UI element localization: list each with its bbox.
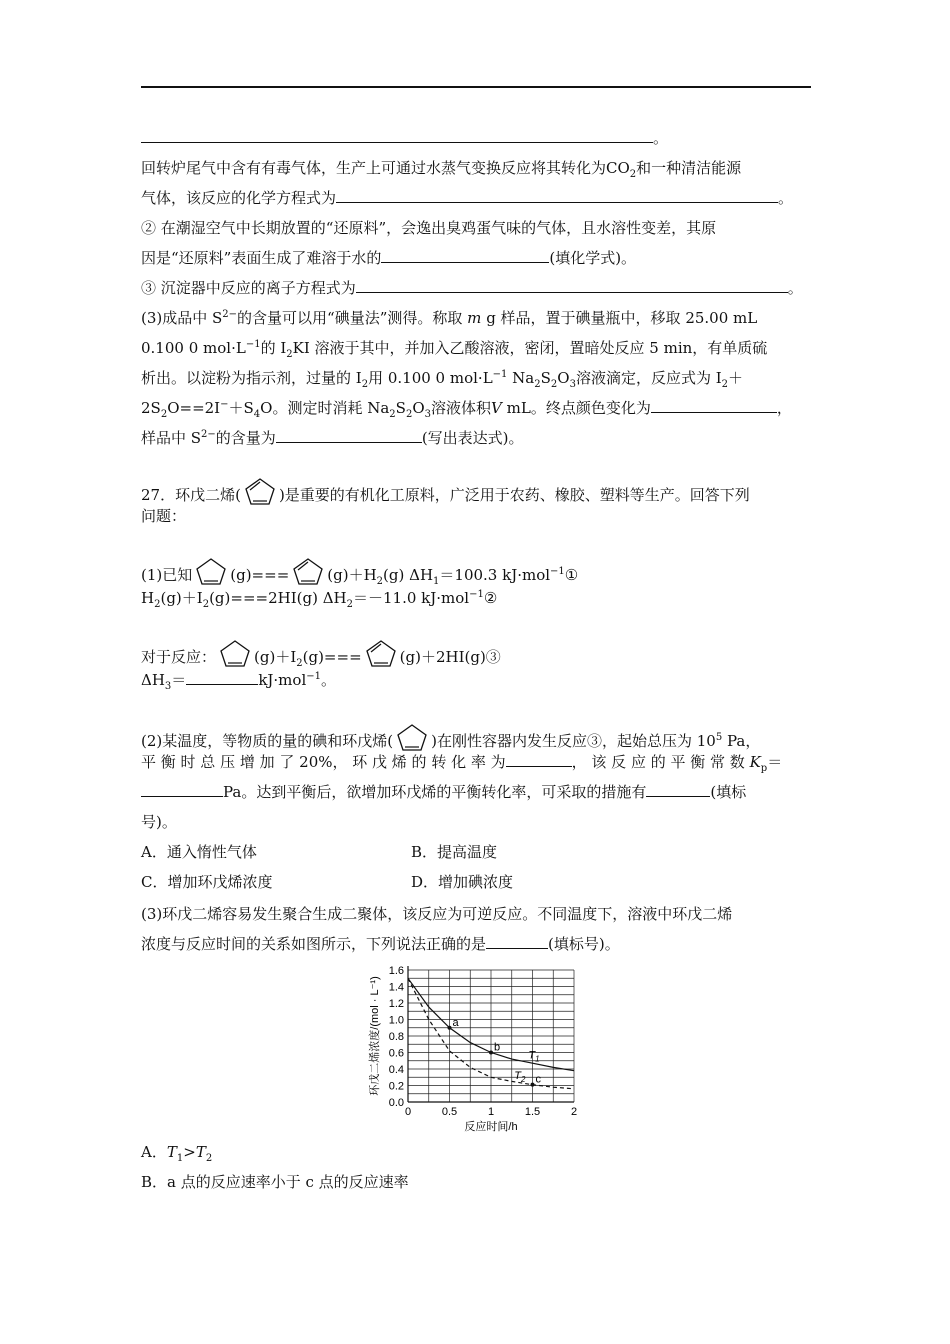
answer-blank[interactable] [646,782,710,797]
answer-blank[interactable] [381,248,549,263]
cyclopentene-structure-icon [216,638,254,668]
answer-blank[interactable] [186,670,258,685]
cyclopentadiene-structure-icon [241,476,279,506]
y-tick-label: 0.0 [388,1097,404,1109]
step-2-line: $H_2(g)+I_2(g)===2HI(g)$ $\Delta H_2=-11.0$ kJ·mol$^{-1}$② [141,589,498,610]
line-3: 气体，该反应的化学方程式为 。 [141,189,794,207]
series-label-subscript: 2 [520,1074,526,1084]
line-8: 0.100 0 $mol\cdot L^{-1}$的 $I_2KI$ 溶液于其中，并加入乙酸溶液，密闭，置暗处反应 5 min，有单质硫 [141,339,768,360]
line-7: (3)成品中 $S^{2-}$的含量可以用“碘量法”测得。称取 m g 样品，置于碘量瓶中，移取 25.00 mL [141,309,758,327]
line-5: 因是“还原料”表面生成了难溶于水的 (填化学式)。 [141,249,637,267]
chart-y-label: 环戊二烯浓度/(mol · L⁻¹) [369,976,381,1096]
part-2-line-1: (2)某温度，等物质的量的碘和环戊烯( )在刚性容器内发生反应③，起始总压为 $10^5$ Pa， [141,722,760,752]
line-4: ② 在潮湿空气中长期放置的“还原料”，会逸出臭鸡蛋气味的气体，且水溶性变差，其原 [141,219,717,237]
series-label-subscript: 1 [535,1054,540,1064]
y-tick-label: 0.4 [388,1064,404,1076]
y-tick-label: 1.0 [388,1014,404,1027]
line-6: ③ 沉淀器中反应的离子方程式为 。 [141,279,803,297]
y-tick-label: 1.4 [388,981,404,994]
series-label-T1: $T_1$ [528,1049,540,1064]
option-c[interactable]: C．增加环戊烯浓度 [141,873,273,891]
point-a [448,1026,452,1030]
x-tick-label: 0 [404,1106,412,1118]
answer-blank[interactable] [356,278,788,293]
cyclopentadiene-structure-icon [362,638,400,668]
concentration-time-chart [362,962,592,1132]
y-tick-label: 1.2 [388,998,404,1010]
question-27-line-2: 问题： [141,507,187,525]
part-3-line-2: 浓度与反应时间的关系如图所示，下列说法正确的是 (填标号)。 [141,935,620,953]
x-tick-label: 1.5 [524,1106,541,1118]
chart-x-label: 反应时间/h [464,1121,518,1132]
option-b[interactable]: B．提高温度 [411,843,498,861]
point-c [531,1083,535,1087]
part-2-line-3: Pa。达到平衡后，欲增加环戊烯的平衡转化率，可采取的措施有 (填标 [141,782,746,802]
answer-blank[interactable] [141,128,653,143]
x-tick-label: 2 [570,1106,578,1118]
option-a[interactable]: A．通入惰性气体 [141,843,257,861]
answer-blank[interactable] [276,428,422,443]
point-label-a: a [452,1016,459,1029]
line-10: $2S_2O==2I^-+S_4O$。测定时消耗 $Na_2S_2O_3$溶液体积V mL。终点颜色变化为 ， [141,399,792,420]
step-1-line: (1)已知 $(g)=== (g)+H_2(g)$ $\Delta H_1=100.3$ kJ·mol$^{-1}$① [141,556,578,586]
y-tick-label: 0.8 [388,1031,404,1043]
step-3-line: 对于反应： $(g)+I_2(g)===$ (g)＋2HI(g)③ [141,638,501,668]
answer-blank[interactable] [651,398,777,413]
line-11: 样品中 $S^{2-}$的含量为 (写出表达式)。 [141,429,524,447]
line-2: 回转炉尾气中含有有毒气体，生产上可通过水蒸气变换反应将其转化为$CO_2$和一种清洁能源 [141,159,742,180]
answer-blank[interactable] [506,752,572,767]
answer-blank[interactable] [336,188,778,203]
cyclopentadiene-structure-icon [289,556,327,586]
point-label-c: c [535,1073,541,1086]
answer-blank[interactable] [141,782,223,797]
answer-blank[interactable] [486,934,548,949]
y-tick-label: 0.6 [388,1047,404,1060]
part-3-line-1: (3)环戊二烯容易发生聚合生成二聚体，该反应为可逆反应。不同温度下，溶液中环戊二烯 [141,905,733,923]
point-b [489,1051,493,1055]
answer-option-a[interactable]: A．$T_1>T_2$ [141,1143,213,1164]
part-2-line-4: 号)。 [141,813,177,831]
x-tick-label: 1 [487,1106,495,1118]
point-label-b: b [494,1041,501,1054]
question-27-line-1: 27．环戊二烯( )是重要的有机化工原料，广泛用于农药、橡胶、塑料等生产。回答下列 [141,476,750,506]
line-9: 析出。以淀粉为指示剂，过量的 $I_2$用 0.100 0 $mol\cdot L^{-1}$ $Na_2S_2O_3$溶液滴定，反应式为 $I_2+$ [141,369,744,390]
cyclopentene-structure-icon [192,556,230,586]
y-tick-label: 0.2 [388,1080,404,1093]
chart-ticks [389,965,577,1118]
line-1: 。 [141,128,668,148]
step-4-line: $\Delta H_3= kJ\cdot mol^{-1}$。 [141,671,337,692]
answer-option-b[interactable]: B．a 点的反应速率小于 c 点的反应速率 [141,1173,409,1191]
part-2-line-2: 平 衡 时 总 压 增 加 了 20%， 环 戊 烯 的 转 化 率 为 ， 该 反 应 的 平 衡 常 数 $K_p=$ [141,753,783,774]
x-tick-label: 0.5 [441,1106,458,1118]
top-rule [141,86,811,88]
series-label-T2: $T_2$ [514,1069,526,1084]
y-tick-label: 1.6 [388,965,404,977]
option-d[interactable]: D．增加碘浓度 [411,873,514,891]
chart-grid [408,966,574,1102]
cyclopentene-structure-icon [393,722,431,752]
